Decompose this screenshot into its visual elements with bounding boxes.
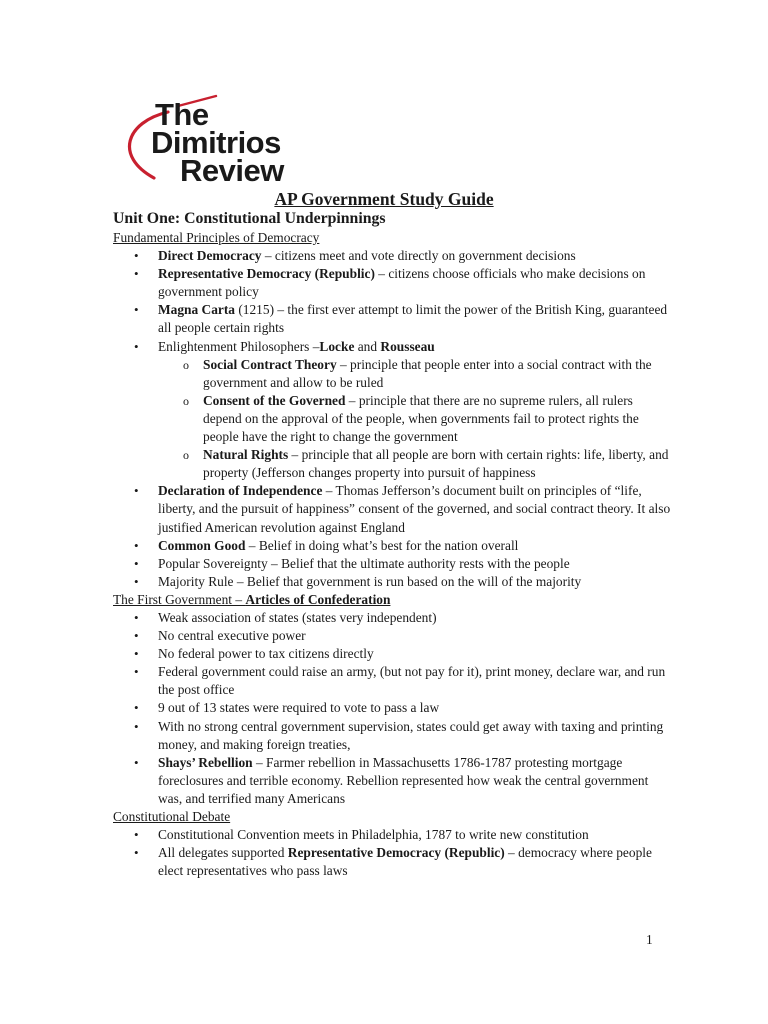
heading-bold: Articles of Confederation [245,591,391,607]
philosopher-locke: Locke [319,338,355,354]
page-number: 1 [646,932,653,947]
document-body [113,209,673,880]
definition: – citizens choose officials who make decisions on government policy [158,266,646,300]
list-item [113,301,673,337]
list-item [113,718,673,754]
term: Direct Democracy [158,248,262,264]
logo-graphic [118,92,308,188]
list-item [113,555,673,573]
definition: Federal government could raise an army, (but not pay for it), print money, declare war, and run the post office [158,664,666,698]
list-item [113,573,673,591]
definition: With no strong central government supervision, states could get away with taxing and printing money, and making foreign treaties, [158,718,664,752]
list-item [113,247,673,265]
list-item [113,265,673,301]
term: Consent of the Governed [203,392,346,408]
conjunction: and [354,338,381,354]
definition: – principle that all people are born with certain rights: life, liberty, and property (Jefferson changes property into pursuit of happiness [203,447,669,481]
logo-line-1: The [155,97,209,132]
philosophers-label: Enlightenment Philosophers – [158,338,320,354]
definition: No federal power to tax citizens directly [158,646,374,662]
prefix: All delegates supported [158,845,288,861]
definition: Majority Rule – Belief that government is run based on the will of the majority [158,573,582,589]
definition: – principle that there are no supreme rulers, all rulers depend on the approval of the people, when governments fail to protect rights the people have the right to change the government [203,392,639,445]
logo-line-2: Dimitrios [151,125,281,160]
definition: – principle that people enter into a social contract with the government and allow to be ruled [203,356,652,390]
unit-title: Unit One: Constitutional Underpinnings [113,210,386,227]
term: Magna Carta [158,302,235,318]
heading-prefix: The First Government – [113,591,246,607]
definition: Constitutional Convention meets in Philadelphia, 1787 to write new constitution [158,827,589,843]
philosophers-sublist [158,356,673,483]
term: Shays’ Rebellion [158,754,253,770]
list-item [113,645,673,663]
definition: – democracy where people elect representatives who pass laws [158,845,652,879]
document-title: AP Government Study Guide [274,189,494,209]
definition: – Farmer rebellion in Massachusetts 1786-1787 protesting mortgage foreclosures and terrible economy. Rebellion represented how weak the central government was, and terrified many Americans [158,754,649,806]
list-item [113,609,673,627]
definition: Popular Sovereignty – Belief that the ultimate authority rests with the people [158,555,570,571]
definition: No central executive power [158,628,306,644]
list-item [113,537,673,555]
fundamentals-list [113,247,673,591]
definition: 9 out of 13 states were required to vote to pass a law [158,700,440,716]
constitutional-debate-list [113,826,673,880]
list-item [113,754,673,808]
sub-list-item [158,356,673,392]
definition: – Belief in doing what’s best for the nation overall [245,537,519,553]
list-item [113,338,673,483]
list-item [113,627,673,645]
section-heading-fundamentals: Fundamental Principles of Democracy [113,230,320,245]
term: Declaration of Independence [158,483,323,499]
term: Representative Democracy (Republic) [158,266,375,282]
term: Representative Democracy (Republic) [287,845,505,861]
list-item [113,699,673,717]
list-item [113,663,673,699]
definition: Weak association of states (states very independent) [158,609,437,625]
list-item [113,844,673,880]
list-item [113,826,673,844]
sub-list-item [158,446,673,482]
section-heading-constitutional-debate: Constitutional Debate [113,809,231,824]
first-government-list [113,609,673,808]
term: Common Good [158,537,246,553]
definition: – Thomas Jefferson’s document built on principles of “life, liberty, and the pursuit of happiness” consent of the governed, and social contract theory. It also justified American revolution against England [158,483,671,535]
sub-list-item [158,392,673,446]
section-heading-first-government [113,591,673,609]
dimitrios-review-logo [118,92,308,188]
definition: – citizens meet and vote directly on government decisions [261,248,576,264]
term: Natural Rights [203,447,289,463]
list-item [113,482,673,536]
definition: (1215) – the first ever attempt to limit the power of the British King, guaranteed all people certain rights [158,302,668,336]
philosopher-rousseau: Rousseau [380,338,435,354]
term: Social Contract Theory [203,356,337,372]
logo-line-3: Review [180,153,284,188]
